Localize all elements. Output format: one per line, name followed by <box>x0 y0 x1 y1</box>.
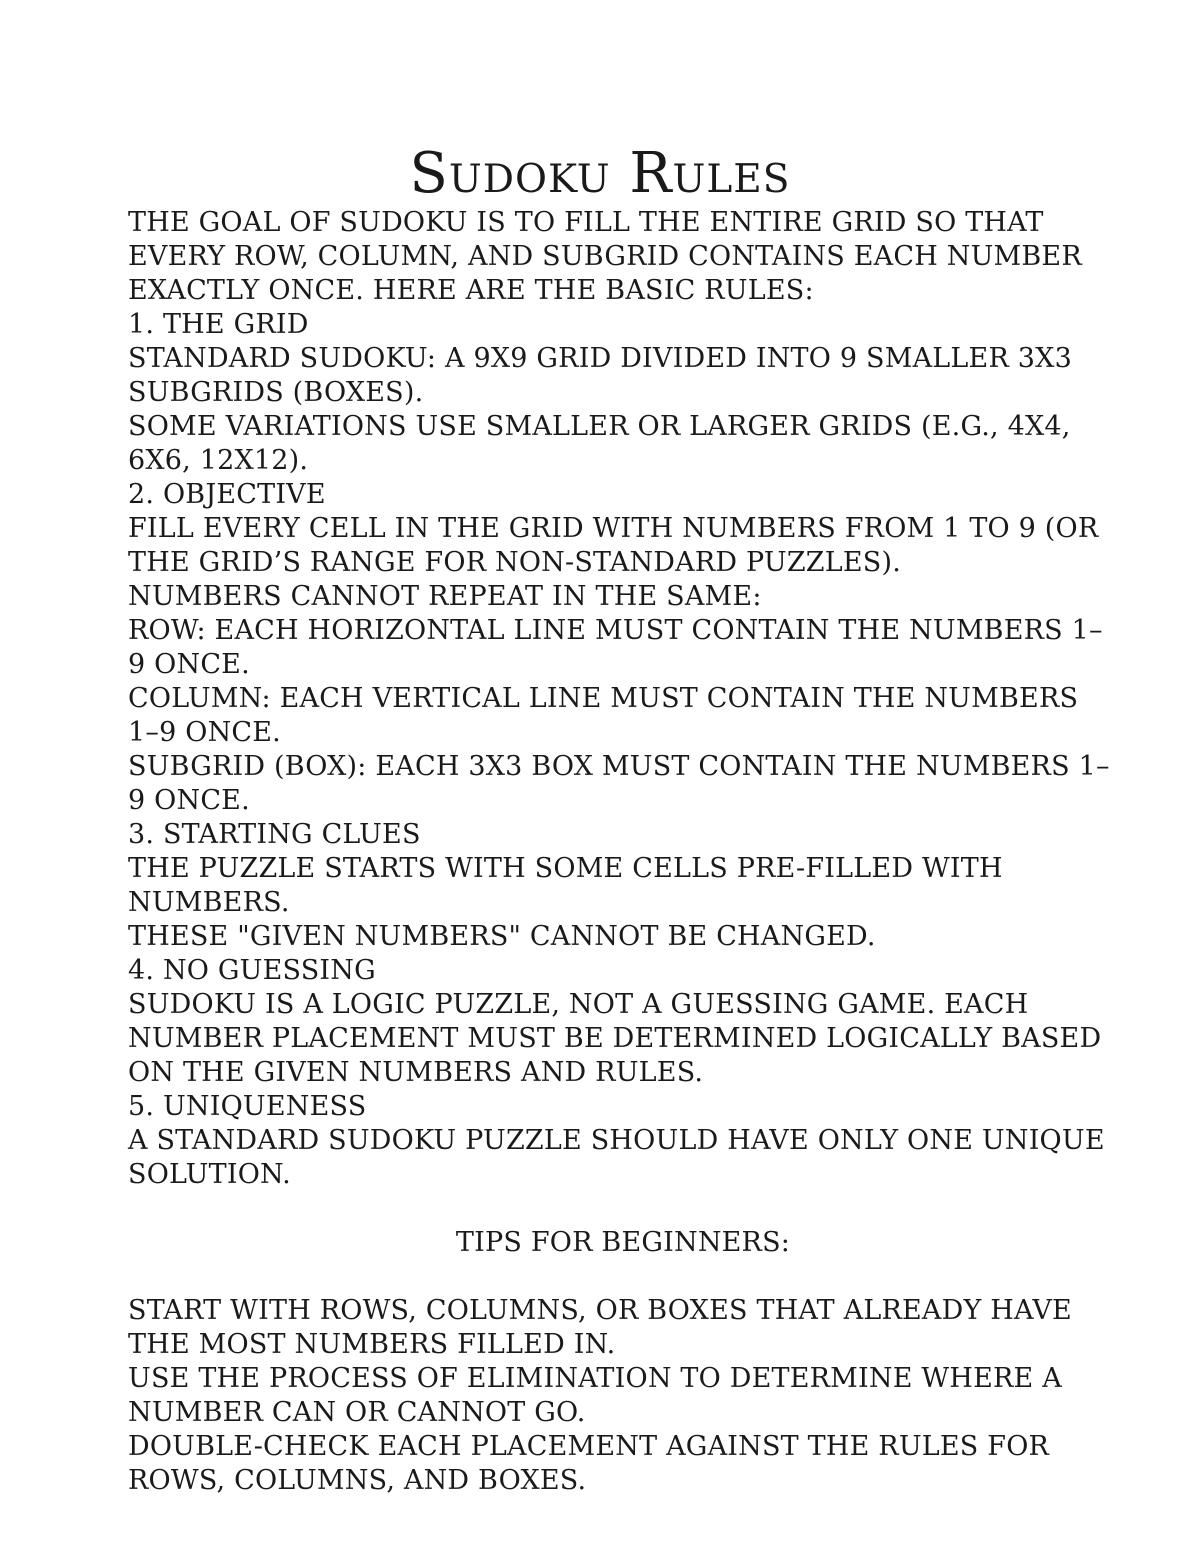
section-line: COLUMN: EACH VERTICAL LINE MUST CONTAIN THE NUMBERS 1–9 ONCE. <box>128 683 1079 748</box>
section-line: A STANDARD SUDOKU PUZZLE SHOULD HAVE ONLY ONE UNIQUE SOLUTION. <box>128 1125 1105 1190</box>
section-starting-clues <box>128 818 1118 954</box>
page-title: Sudoku Rules <box>409 140 791 206</box>
section-line: SUDOKU IS A LOGIC PUZZLE, NOT A GUESSING GAME. EACH NUMBER PLACEMENT MUST BE DETERMINED LOGICALLY BASED ON THE GIVEN NUMBERS AND RULES. <box>128 989 1102 1088</box>
section-line: SUBGRID (BOX): EACH 3X3 BOX MUST CONTAIN THE NUMBERS 1–9 ONCE. <box>128 751 1110 816</box>
section-heading: 5. UNIQUENESS <box>128 1091 367 1122</box>
section-line: SOME VARIATIONS USE SMALLER OR LARGER GRIDS (E.G., 4X4, 6X6, 12X12). <box>128 411 1071 476</box>
section-line: ROW: EACH HORIZONTAL LINE MUST CONTAIN THE NUMBERS 1–9 ONCE. <box>128 615 1103 680</box>
tips-heading: TIPS FOR BEGINNERS: <box>455 1227 791 1258</box>
tip-item: START WITH ROWS, COLUMNS, OR BOXES THAT ALREADY HAVE THE MOST NUMBERS FILLED IN. <box>128 1295 1072 1360</box>
section-heading: 4. NO GUESSING <box>128 955 376 986</box>
section-line: THESE "GIVEN NUMBERS" CANNOT BE CHANGED. <box>128 921 876 952</box>
intro-text: THE GOAL OF SUDOKU IS TO FILL THE ENTIRE GRID SO THAT EVERY ROW, COLUMN, AND SUBGRID CONTAINS EACH NUMBER EXACTLY ONCE. HERE ARE THE BASIC RULES: <box>128 207 1082 306</box>
section-line: NUMBERS CANNOT REPEAT IN THE SAME: <box>128 581 762 612</box>
section-heading: 3. STARTING CLUES <box>128 819 421 850</box>
section-grid <box>128 308 1118 478</box>
section-heading: 1. THE GRID <box>128 309 309 340</box>
tip-item: USE THE PROCESS OF ELIMINATION TO DETERMINE WHERE A NUMBER CAN OR CANNOT GO. <box>128 1363 1062 1428</box>
section-no-guessing <box>128 954 1118 1090</box>
tips-list <box>128 1294 1118 1498</box>
section-objective <box>128 478 1118 818</box>
section-line: THE PUZZLE STARTS WITH SOME CELLS PRE-FILLED WITH NUMBERS. <box>128 853 1003 918</box>
section-uniqueness <box>128 1090 1118 1192</box>
tip-item: DOUBLE-CHECK EACH PLACEMENT AGAINST THE RULES FOR ROWS, COLUMNS, AND BOXES. <box>128 1431 1050 1496</box>
section-line: STANDARD SUDOKU: A 9X9 GRID DIVIDED INTO 9 SMALLER 3X3 SUBGRIDS (BOXES). <box>128 343 1072 408</box>
section-line: FILL EVERY CELL IN THE GRID WITH NUMBERS FROM 1 TO 9 (OR THE GRID’S RANGE FOR NON-STANDARD PUZZLES). <box>128 513 1099 578</box>
rules-content <box>128 206 1118 1498</box>
section-heading: 2. OBJECTIVE <box>128 479 326 510</box>
